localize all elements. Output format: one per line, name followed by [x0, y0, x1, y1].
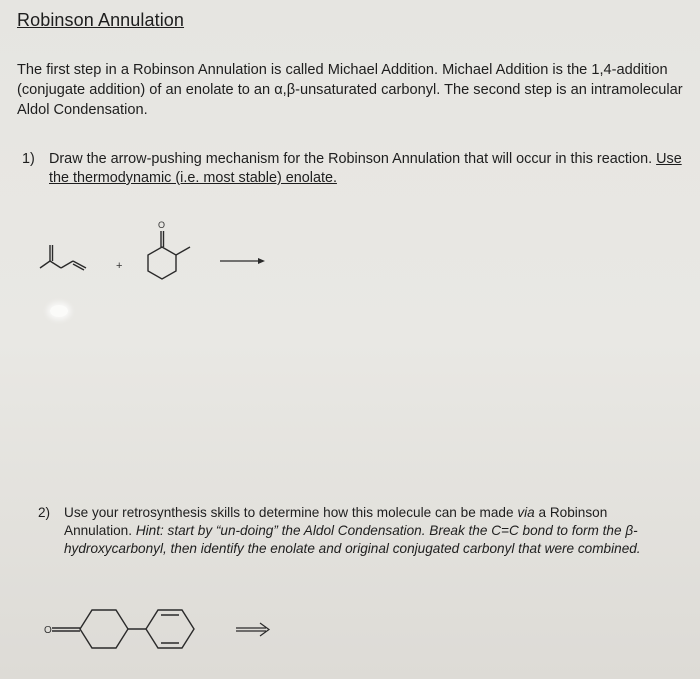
question-1-oxygen-label: O	[158, 220, 166, 230]
question-1-reaction-scheme	[30, 212, 280, 302]
question-2-via: via	[517, 505, 535, 520]
methylcyclohexanone-structure	[148, 231, 190, 279]
question-2	[38, 504, 678, 558]
question-2-number: 2)	[38, 505, 51, 520]
question-2-oxygen-label: O	[44, 625, 52, 636]
question-1	[22, 150, 682, 188]
question-2-scheme	[40, 598, 290, 658]
methyl-vinyl-ketone-structure	[40, 245, 86, 270]
question-2-hint: Hint: start by “un-doing” the Aldol Condensation. Break the C=C bond to form the β-hydroxycarbonyl, then identify the enolate and original conjugated carbonyl that were combined.	[64, 523, 641, 556]
question-1-body	[49, 150, 682, 188]
question-2-text-continued: a Robinson Annulation.	[64, 505, 608, 538]
question-2-body	[64, 504, 678, 558]
question-1-number: 1)	[22, 151, 35, 167]
retrosynthesis-arrow-icon	[236, 623, 269, 636]
question-1-plus-sign: +	[116, 260, 123, 272]
intro-paragraph: The first step in a Robinson Annulation is called Michael Addition. Michael Addition is the 1,4-addition (conjugate addition) of an enolate to an α,β-unsaturated carbonyl. The second step is an intramolecular Aldol Condensation.	[17, 62, 683, 118]
question-1-text: Draw the arrow-pushing mechanism for the Robinson Annulation that will occur in this reaction.	[49, 151, 653, 167]
page-title: Robinson Annulation	[17, 10, 185, 30]
photo-glare	[50, 305, 68, 317]
question-1-underlined-instruction: Use the thermodynamic (i.e. most stable) enolate.	[49, 151, 682, 186]
bicyclic-enone-structure	[52, 610, 194, 648]
question-2-text: Use your retrosynthesis skills to determine how this molecule can be made	[64, 505, 518, 520]
reaction-arrow-icon	[220, 258, 265, 264]
